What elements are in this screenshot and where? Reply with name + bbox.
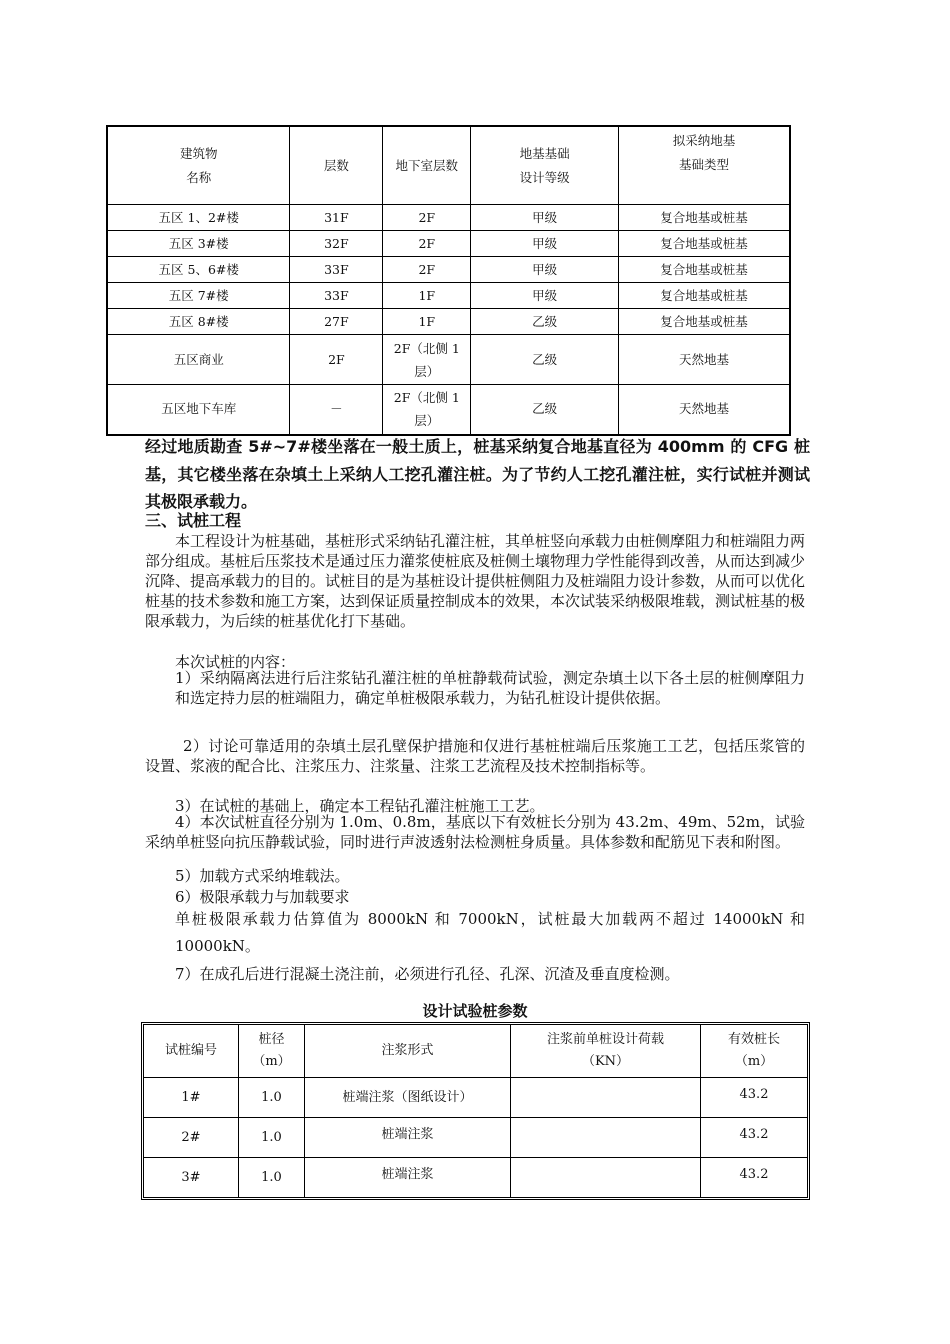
table-row xyxy=(144,1078,808,1118)
header-foundation-type: 拟采纳地基 基础类型 xyxy=(618,126,790,205)
cell-basement: 2F（北侧 1 层） xyxy=(383,335,471,385)
cell-basement: 2F xyxy=(383,205,471,231)
cell-floors: 31F xyxy=(290,205,383,231)
cell-type: 复合地基或桩基 xyxy=(618,205,790,231)
table-row xyxy=(107,231,790,257)
cell-grade: 乙级 xyxy=(471,335,619,385)
cell-diameter: 1.0 xyxy=(239,1158,305,1198)
cell-floors: 27F xyxy=(290,309,383,335)
content-title: 本次试桩的内容： xyxy=(175,653,296,671)
cell-type: 复合地基或桩基 xyxy=(618,231,790,257)
cell-grouting: 桩端注浆 xyxy=(305,1118,511,1158)
header-pile-diameter: 桩径 （m） xyxy=(239,1025,305,1078)
cell-grade: 乙级 xyxy=(471,309,619,335)
cell-pile-id: 2# xyxy=(144,1118,239,1158)
table-row xyxy=(107,205,790,231)
cell-basement: 1F xyxy=(383,283,471,309)
cell-grouting: 桩端注浆（图纸设计） xyxy=(305,1078,511,1118)
header-grouting-form: 注浆形式 xyxy=(305,1025,511,1078)
table-header-row xyxy=(107,126,790,205)
cell-grouting: 桩端注浆 xyxy=(305,1158,511,1198)
cell-type: 天然地基 xyxy=(618,335,790,385)
cell-type: 复合地基或桩基 xyxy=(618,257,790,283)
building-foundation-table xyxy=(106,125,791,436)
section-title: 三、试桩工程 xyxy=(145,511,242,530)
cell-length: 43.2 xyxy=(701,1078,808,1118)
cell-type: 复合地基或桩基 xyxy=(618,283,790,309)
table-row xyxy=(107,335,790,385)
cell-building: 五区 3#楼 xyxy=(107,231,290,257)
cell-floors: 33F xyxy=(290,283,383,309)
list-item-2: 2）讨论可靠适用的杂填土层孔壁保护措施和仅进行基桩桩端后压浆施工工艺，包括压浆管的设置、浆液的配合比、注浆压力、注浆量、注浆工艺流程及技术控制指标等。 xyxy=(145,737,805,775)
header-building-name: 建筑物 名称 xyxy=(107,126,290,205)
table-row xyxy=(107,257,790,283)
cell-floors: 33F xyxy=(290,257,383,283)
cell-grade: 甲级 xyxy=(471,205,619,231)
table-header-row xyxy=(144,1025,808,1078)
header-effective-length: 有效桩长 （m） xyxy=(701,1025,808,1078)
header-basement-floors: 地下室层数 xyxy=(383,126,471,205)
cell-basement: 2F xyxy=(383,257,471,283)
cell-pile-id: 1# xyxy=(144,1078,239,1118)
cell-building: 五区 1、2#楼 xyxy=(107,205,290,231)
list-item-1: 1）采纳隔离法进行后注浆钻孔灌注桩的单桩静载荷试验，测定杂填土以下各土层的桩侧摩阻力和选定持力层的桩端阻力，确定单桩极限承载力，为钻孔桩设计提供依据。 xyxy=(175,669,805,707)
cell-building: 五区 5、6#楼 xyxy=(107,257,290,283)
cell-type: 天然地基 xyxy=(618,385,790,435)
cell-building: 五区 8#楼 xyxy=(107,309,290,335)
list-item-5: 5）加载方式采纳堆载法。 xyxy=(175,867,350,885)
cell-grade: 乙级 xyxy=(471,385,619,435)
cell-floors: － xyxy=(290,385,383,435)
cell-diameter: 1.0 xyxy=(239,1118,305,1158)
table-row xyxy=(107,385,790,435)
header-pile-id: 试桩编号 xyxy=(144,1025,239,1078)
table-row xyxy=(144,1118,808,1158)
test-pile-parameters-table xyxy=(143,1024,808,1198)
cell-basement: 1F xyxy=(383,309,471,335)
table-row xyxy=(144,1158,808,1198)
cell-grade: 甲级 xyxy=(471,231,619,257)
cell-length: 43.2 xyxy=(701,1158,808,1198)
intro-paragraph: 本工程设计为桩基础，基桩形式采纳钻孔灌注桩，其单桩竖向承载力由桩侧摩阻力和桩端阻力两部分组成。基桩后压浆技术是通过压力灌浆使桩底及桩侧土壤物理力学性能得到改善，从而达到减少沉降、提高承载力的目的。试桩目的是为基桩设计提供桩侧阻力及桩端阻力设计参数，从而可以优化桩基的技术参数和施工方案，达到保证质量控制成本的效果，本次试装采纳极限堆载，测试桩基的极限承载力，为后续的桩基优化打下基础。 xyxy=(145,532,806,630)
list-item-3: 3）在试桩的基础上，确定本工程钻孔灌注桩施工工艺。 xyxy=(175,797,545,815)
header-foundation-grade: 地基基础 设计等级 xyxy=(471,126,619,205)
cell-load xyxy=(511,1078,701,1118)
geology-summary-paragraph: 经过地质勘查 5#~7#楼坐落在一般土质上，桩基采纳复合地基直径为 400mm 的 CFG 桩基，其它楼坐落在杂填土上采纳人工挖孔灌注桩。为了节约人工挖孔灌注桩，实行试桩并测试其极限承载力。 xyxy=(145,437,810,511)
header-design-load: 注浆前单桩设计荷载 （KN） xyxy=(511,1025,701,1078)
cell-floors: 2F xyxy=(290,335,383,385)
list-item-6-detail: 单桩极限承载力估算值为 8000kN 和 7000kN，试桩最大加载两不超过 14000kN 和 10000kN。 xyxy=(175,910,805,955)
cell-basement: 2F（北侧 1 层） xyxy=(383,385,471,435)
cell-grade: 甲级 xyxy=(471,257,619,283)
cell-diameter: 1.0 xyxy=(239,1078,305,1118)
cell-building: 五区 7#楼 xyxy=(107,283,290,309)
table-row xyxy=(107,309,790,335)
cell-length: 43.2 xyxy=(701,1118,808,1158)
cell-grade: 甲级 xyxy=(471,283,619,309)
table-row xyxy=(107,283,790,309)
list-item-6: 6）极限承载力与加载要求 xyxy=(175,888,350,906)
header-floors: 层数 xyxy=(290,126,383,205)
list-item-7: 7）在成孔后进行混凝土浇注前，必须进行孔径、孔深、沉渣及垂直度检测。 xyxy=(175,965,680,983)
cell-load xyxy=(511,1158,701,1198)
cell-load xyxy=(511,1118,701,1158)
cell-floors: 32F xyxy=(290,231,383,257)
cell-basement: 2F xyxy=(383,231,471,257)
table-caption: 设计试验桩参数 xyxy=(422,1002,528,1020)
cell-building: 五区地下车库 xyxy=(107,385,290,435)
cell-building: 五区商业 xyxy=(107,335,290,385)
cell-pile-id: 3# xyxy=(144,1158,239,1198)
list-item-4: 4）本次试桩直径分别为 1.0m、0.8m，基底以下有效桩长分别为 43.2m、49m、52m，试验采纳单桩竖向抗压静载试验，同时进行声波透射法检测桩身质量。具体参数和配筋见下表和附图。 xyxy=(145,813,805,851)
cell-type: 复合地基或桩基 xyxy=(618,309,790,335)
